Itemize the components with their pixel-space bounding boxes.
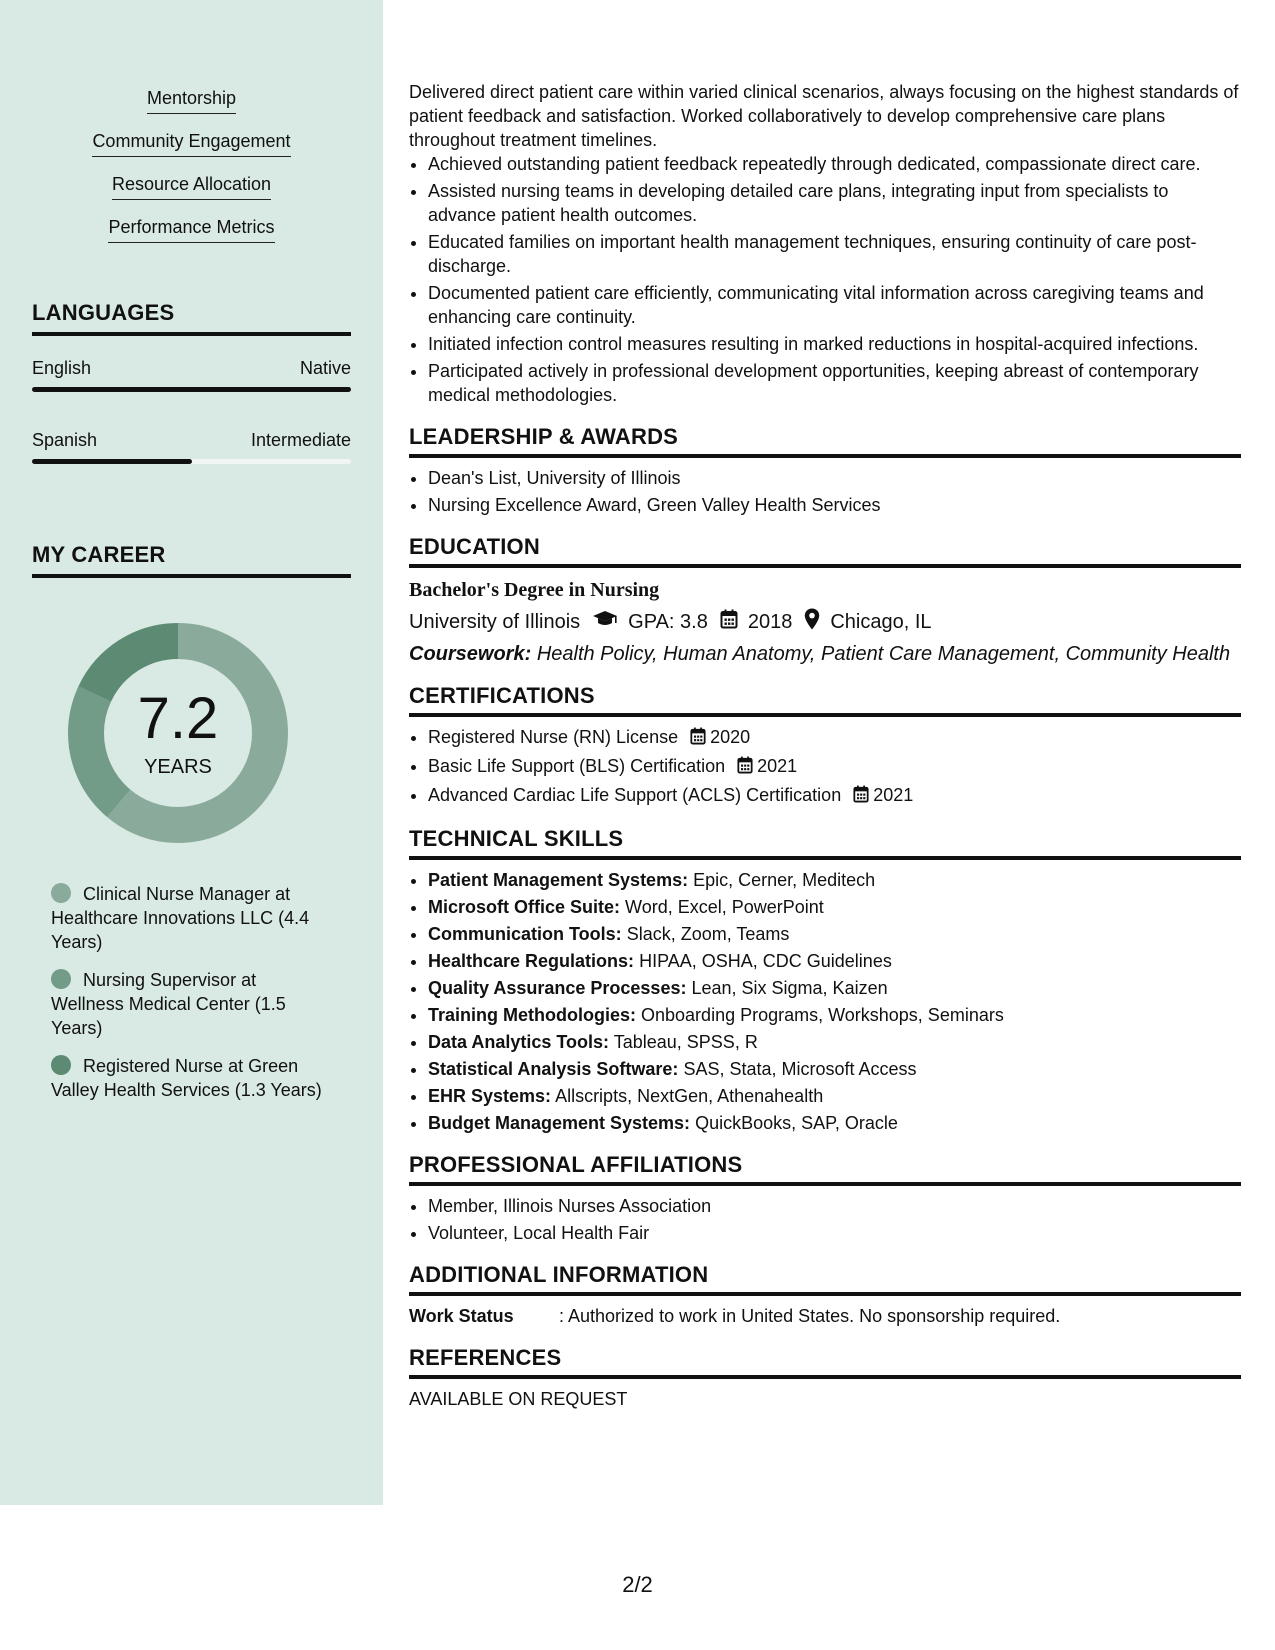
certification-item [428,754,1241,780]
language-bar [32,387,351,392]
certifications-list [409,725,1241,809]
leadership-item: • Nursing Excellence Award, Green Valley Health Services [428,493,1241,517]
leadership-item: • Dean's List, University of Illinois [428,466,1241,490]
certification-year: 2021 [757,756,798,776]
skill-value: HIPAA, OSHA, CDC Guidelines [639,951,892,971]
career-total: 7.2 [137,686,219,751]
skill-label: Training Methodologies: [428,1005,636,1025]
coursework [409,642,1241,666]
work-status-label: Work Status [409,1306,514,1326]
skill-tag: Resource Allocation [112,174,271,200]
certification-name: Basic Life Support (BLS) Certification [428,756,726,776]
calendar-icon [853,785,869,809]
skill-label: Healthcare Regulations: [428,951,635,971]
skill-item [428,1003,1241,1027]
skill-label: Statistical Analysis Software: [428,1059,679,1079]
school-name: University of Illinois [409,611,581,633]
education-heading: EDUCATION [409,535,1241,568]
career-section [32,542,351,578]
legend-dot [51,883,71,903]
language-level: Native [299,358,351,378]
certification-name: Advanced Cardiac Life Support (ACLS) Certification [428,785,842,805]
skill-label: Microsoft Office Suite: [428,897,621,917]
references-heading: REFERENCES [409,1346,1241,1379]
certification-item [428,783,1241,809]
career-legend-item [51,1054,331,1102]
skill-label: EHR Systems: [428,1086,552,1106]
coursework-label: Coursework: [409,643,532,665]
languages-section [32,300,351,464]
language-bar-fill [32,459,192,464]
experience-bullet: • Initiated infection control measures resulting in marked reductions in hospital-acquired infections. [428,332,1241,356]
skill-item [428,1057,1241,1081]
skill-label: Budget Management Systems: [428,1113,691,1133]
skill-item [428,1111,1241,1135]
language-name: Spanish [32,430,98,450]
work-status-row [409,1304,1241,1328]
career-legend-label: Registered Nurse at Green Valley Health Services (1.3 Years) [51,1056,322,1100]
career-legend [51,882,331,1116]
skill-tag: Mentorship [147,88,236,114]
coursework-list: Health Policy, Human Anatomy, Patient Care Management, Community Health [536,643,1231,665]
career-legend-label: Nursing Supervisor at Wellness Medical Center (1.5 Years) [51,970,286,1038]
additional-info-heading: ADDITIONAL INFORMATION [409,1263,1241,1296]
graduation-cap-icon [592,610,618,634]
calendar-icon [737,756,753,780]
skill-value: Word, Excel, PowerPoint [625,897,824,917]
skill-value: Tableau, SPSS, R [613,1032,758,1052]
skill-item [428,1030,1241,1054]
technical-skills-heading: TECHNICAL SKILLS [409,827,1241,860]
skill-value: SAS, Stata, Microsoft Access [683,1059,917,1079]
main-content [409,80,1241,1411]
leadership-heading: LEADERSHIP & AWARDS [409,425,1241,458]
certifications-heading: CERTIFICATIONS [409,684,1241,717]
skill-value: Onboarding Programs, Workshops, Seminars [641,1005,1004,1025]
skill-item [428,949,1241,973]
affiliations-list [409,1194,1241,1245]
degree-title: Bachelor's Degree in Nursing [409,579,660,601]
skill-label: Data Analytics Tools: [428,1032,610,1052]
career-unit: YEARS [144,756,212,778]
affiliation-item: • Member, Illinois Nurses Association [428,1194,1241,1218]
location-pin-icon [804,608,820,636]
certification-item [428,725,1241,751]
skill-item [428,868,1241,892]
skill-tags [0,88,383,260]
experience-bullet: • Educated families on important health management techniques, ensuring continuity of care post-discharge. [428,230,1241,278]
language-level: Intermediate [250,430,351,450]
references-text: AVAILABLE ON REQUEST [409,1389,628,1409]
experience-bullets [409,152,1241,407]
language-bar-fill [32,387,351,392]
sidebar [0,0,383,1505]
calendar-icon [720,609,738,635]
skill-item [428,895,1241,919]
skill-value: Lean, Six Sigma, Kaizen [691,978,888,998]
language-name: English [32,358,92,378]
skill-value: Allscripts, NextGen, Athenahealth [555,1086,824,1106]
skill-item [428,922,1241,946]
career-legend-label: Clinical Nurse Manager at Healthcare Innovations LLC (4.4 Years) [51,884,310,952]
skill-label: Patient Management Systems: [428,870,689,890]
skill-label: Quality Assurance Processes: [428,978,687,998]
skill-value: QuickBooks, SAP, Oracle [695,1113,898,1133]
language-row [32,430,351,451]
skill-tag: Performance Metrics [108,217,274,243]
career-legend-item [51,882,331,954]
experience-bullet: • Assisted nursing teams in developing detailed care plans, integrating input from specialists to advance patient health outcomes. [428,179,1241,227]
work-status-value: : Authorized to work in United States. No sponsorship required. [559,1306,1061,1326]
affiliations-heading: PROFESSIONAL AFFILIATIONS [409,1153,1241,1186]
skill-value: Slack, Zoom, Teams [626,924,790,944]
education-details [409,608,1241,636]
gpa: GPA: 3.8 [628,611,708,633]
skill-item [428,976,1241,1000]
language-row [32,358,351,379]
affiliation-item: • Volunteer, Local Health Fair [428,1221,1241,1245]
certification-name: Registered Nurse (RN) License [428,727,679,747]
language-bar [32,459,351,464]
leadership-list [409,466,1241,517]
certification-year: 2021 [873,785,914,805]
legend-dot [51,969,71,989]
skill-value: Epic, Cerner, Meditech [693,870,876,890]
skill-tag: Community Engagement [92,131,290,157]
experience-bullet: • Documented patient care efficiently, communicating vital information across caregiving teams and enhancing care continuity. [428,281,1241,329]
skill-item [428,1084,1241,1108]
experience-intro: Delivered direct patient care within varied clinical scenarios, always focusing on the highest standards of patient feedback and satisfaction. Worked collaboratively to develop comprehensive care plans throughout treatment timelines. [409,82,1239,150]
career-legend-item [51,968,331,1040]
certification-year: 2020 [710,727,751,747]
graduation-year: 2018 [747,611,793,633]
experience-bullet: • Achieved outstanding patient feedback repeatedly through dedicated, compassionate direct care. [428,152,1241,176]
skill-label: Communication Tools: [428,924,622,944]
experience-bullet: • Participated actively in professional development opportunities, keeping abreast of contemporary medical methodologies. [428,359,1241,407]
school-location: Chicago, IL [830,611,932,633]
calendar-icon [690,727,706,751]
career-heading: MY CAREER [32,542,351,578]
languages-heading: LANGUAGES [32,300,351,336]
page-number: 2/2 [622,1572,653,1597]
legend-dot [51,1055,71,1075]
technical-skills-list [409,868,1241,1135]
career-donut-chart [63,618,293,848]
